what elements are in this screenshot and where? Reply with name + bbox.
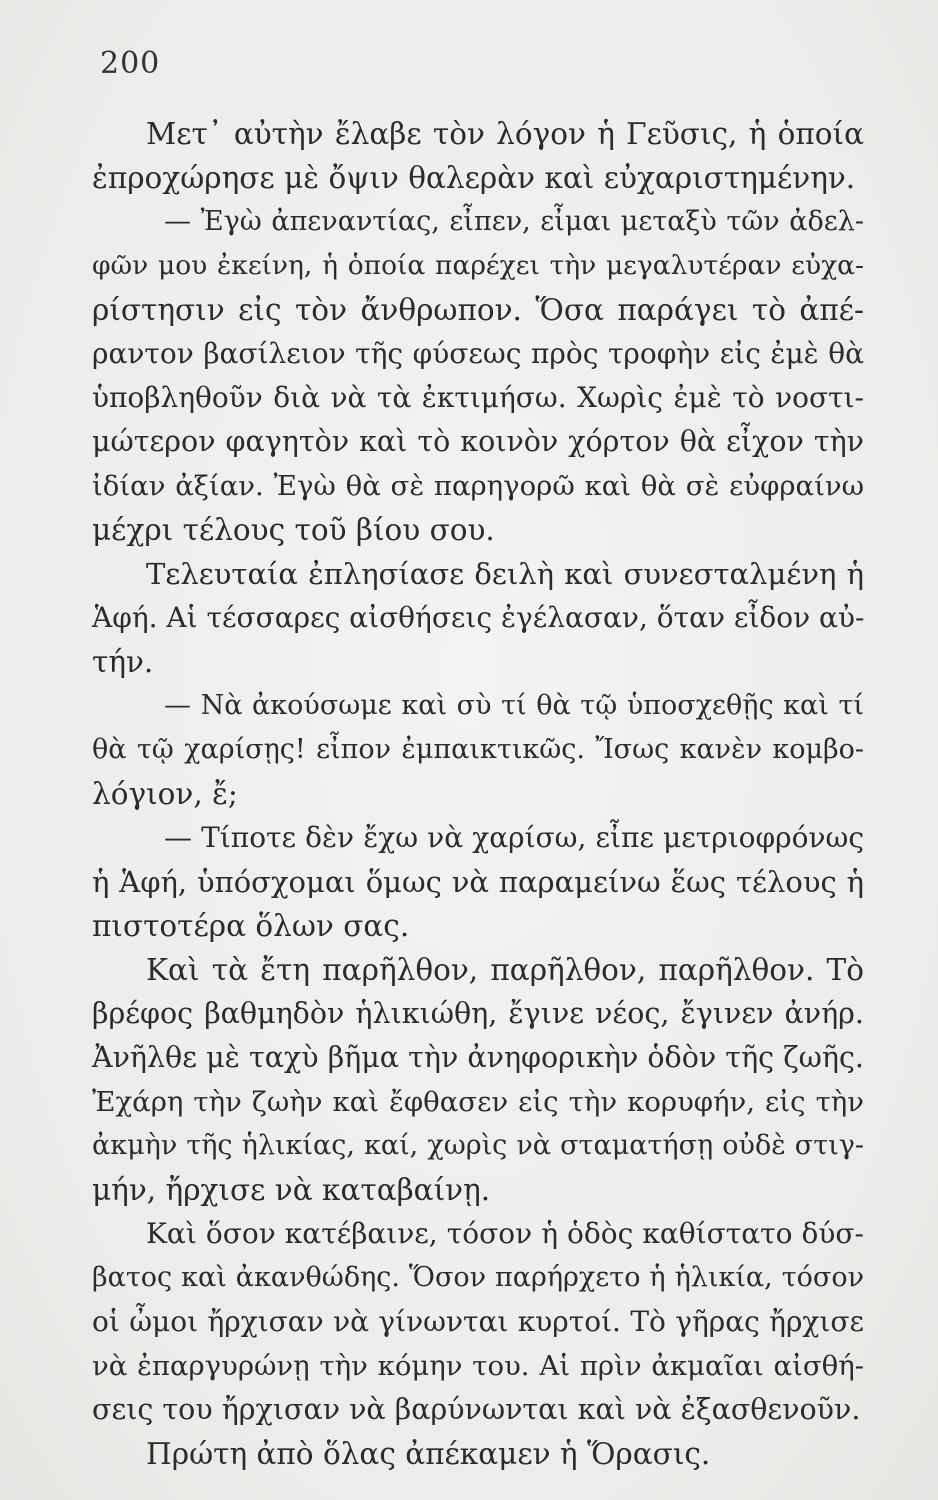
text-line: ἐπροχώρησε μὲ ὄψιν θαλερὰν καὶ εὐχαριστημένην. — [92, 161, 856, 195]
text-line: πιστοτέρα ὅλων σας. — [92, 909, 410, 943]
text-line: — Τίποτε δὲν ἔχω νὰ χαρίσω, εἶπε μετριοφρόνως — [164, 821, 864, 854]
text-line: μήν, ἤρχισε νὰ καταβαίνῃ. — [92, 1173, 491, 1207]
text-line: οἱ ὦμοι ἤρχισαν νὰ γίνωνται κυρτοί. Τὸ γῆρας ἤρχισε — [92, 1305, 864, 1338]
text-line: Τελευταία ἐπλησίασε δειλὴ καὶ συνεσταλμένη ἡ — [146, 557, 864, 591]
text-line: Πρώτη ἀπὸ ὅλας ἀπέκαμεν ἡ Ὅρασις. — [146, 1437, 711, 1471]
text-line: Καὶ ὅσον κατέβαινε, τόσον ἡ ὁδὸς καθίστατο δύσ- — [146, 1217, 864, 1250]
text-line: ἀκμὴν τῆς ἡλικίας, καί, χωρὶς νὰ σταματήσῃ οὐδὲ στιγ- — [92, 1130, 864, 1161]
text-line: ἡ Ἁφή, ὑπόσχομαι ὅμως νὰ παραμείνω ἕως τέλους ἡ — [92, 865, 864, 899]
text-line: — Ἐγὼ ἀπεναντίας, εἶπεν, εἶμαι μεταξὺ τῶν ἀδελ- — [164, 206, 864, 237]
text-line: — Νὰ ἀκούσωμε καὶ σὺ τί θὰ τῷ ὑποσχεθῇς καὶ τί — [164, 690, 864, 721]
text-line: μέχρι τέλους τοῦ βίου σου. — [92, 513, 495, 547]
text-line: φῶν μου ἐκείνη, ἡ ὁποία παρέχει τὴν μεγαλυτέραν εὐχα- — [92, 250, 864, 281]
text-line: νὰ ἐπαργυρώνῃ τὴν κόμην του. Αἱ πρὶν ἀκμαῖαι αἰσθή- — [92, 1350, 864, 1382]
text-line: λόγιον, ἔ; — [92, 777, 238, 811]
text-line: τήν. — [92, 645, 154, 679]
text-line: ὑποβληθοῦν διὰ νὰ τὰ ἐκτιμήσω. Χωρὶς ἐμὲ τὸ νοστι- — [92, 381, 864, 414]
text-line: ραντον βασίλειον τῆς φύσεως πρὸς τροφὴν εἰς ἐμὲ θὰ — [92, 337, 864, 370]
text-line: σεις του ἤρχισαν νὰ βαρύνωνται καὶ νὰ ἐξασθενοῦν. — [92, 1393, 861, 1426]
page-number: 200 — [100, 46, 161, 81]
text-line: μώτερον φαγητὸν καὶ τὸ κοινὸν χόρτον θὰ εἶχον τὴν — [92, 425, 864, 458]
text-line: Ἁφή. Αἱ τέσσαρες αἰσθήσεις ἐγέλασαν, ὅταν εἶδον αὐ- — [92, 601, 865, 634]
body-text — [92, 112, 864, 1476]
text-line: Μετ᾽ αὐτὴν ἔλαβε τὸν λόγον ἡ Γεῦσις, ἡ ὁποία — [146, 117, 864, 151]
text-line: ρίστησιν εἰς τὸν ἄνθρωπον. Ὅσα παράγει τὸ ἀπέ- — [92, 293, 864, 327]
text-line: ἰδίαν ἀξίαν. Ἐγὼ θὰ σὲ παρηγορῶ καὶ θὰ σὲ εὐφραίνω — [92, 470, 864, 502]
text-line: βατος καὶ ἀκανθώδης. Ὅσον παρήρχετο ἡ ἡλικία, τόσον — [92, 1262, 864, 1293]
text-line: Ἐχάρη τὴν ζωὴν καὶ ἔφθασεν εἰς τὴν κορυφήν, εἰς τὴν — [92, 1086, 864, 1118]
text-line: Καὶ τὰ ἔτη παρῆλθον, παρῆλθον, παρῆλθον. Τὸ — [146, 953, 864, 987]
text-line: βρέφος βαθμηδὸν ἡλικιώθη, ἔγινε νέος, ἔγινεν ἀνήρ. — [92, 997, 864, 1030]
text-line: Ἀνῆλθε μὲ ταχὺ βῆμα τὴν ἀνηφορικὴν ὁδὸν τῆς ζωῆς. — [92, 1041, 864, 1074]
text-line: θὰ τῷ χαρίσῃς! εἶπον ἐμπαικτικῶς. Ἴσως κανὲν κομβο- — [92, 734, 864, 765]
